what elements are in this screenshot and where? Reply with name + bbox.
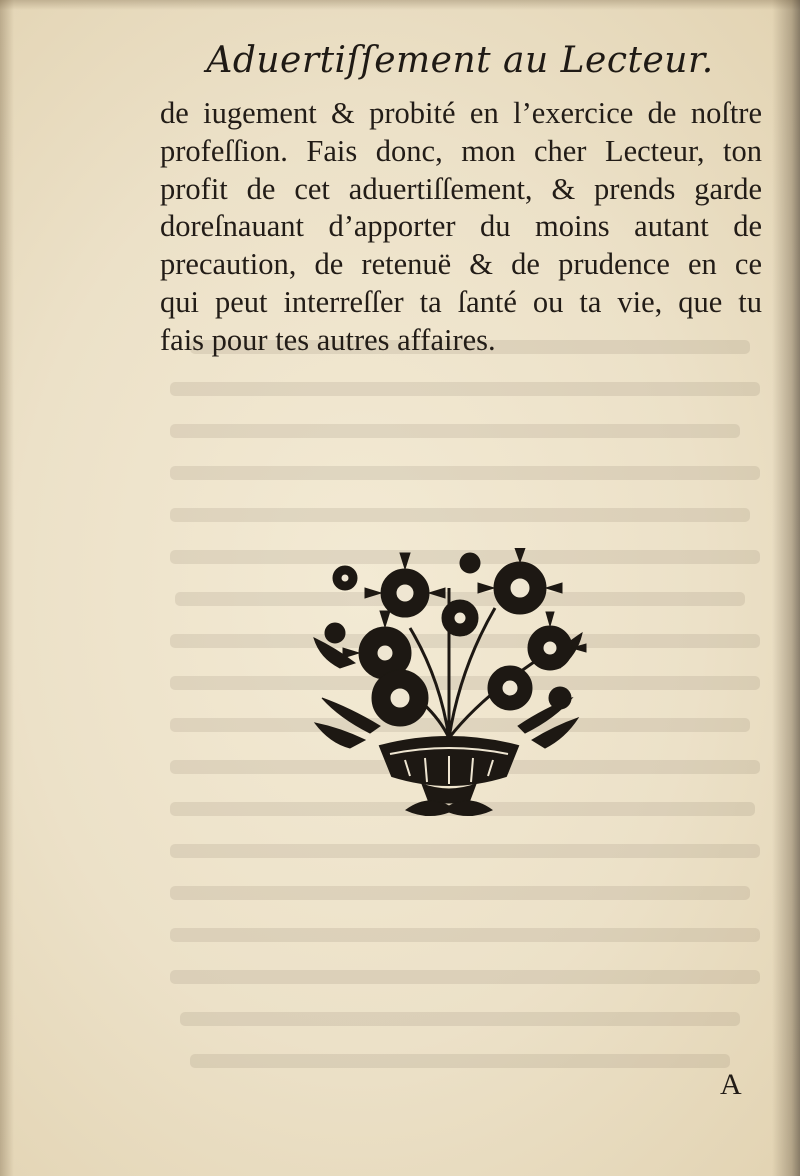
- signature-mark: A: [720, 1068, 742, 1101]
- running-head: Aduertiſſement au Lecteur.: [206, 40, 714, 81]
- text-line: precaution, de retenuë & de prudence en ce: [160, 247, 762, 282]
- spine-shadow: [772, 0, 800, 1176]
- text-line: doreſnauant d’apporter du moins autant de: [160, 209, 762, 244]
- page-top-edge: [0, 0, 800, 10]
- text-line: profit de cet aduertiſſement, & prends garde: [160, 171, 762, 206]
- page-left-edge: [0, 0, 14, 1176]
- flower-vase-woodcut-icon: [310, 548, 588, 828]
- text-line: profeſſion. Fais donc, mon cher Lecteur, ton: [160, 133, 762, 168]
- text-line: de iugement & probité en l’exercice de noſtre: [160, 96, 762, 130]
- text-line: qui peut interreſſer ta ſanté ou ta vie, que tu: [160, 284, 762, 319]
- text-line: fais pour tes autres affaires.: [160, 322, 496, 357]
- body-text: [160, 95, 762, 360]
